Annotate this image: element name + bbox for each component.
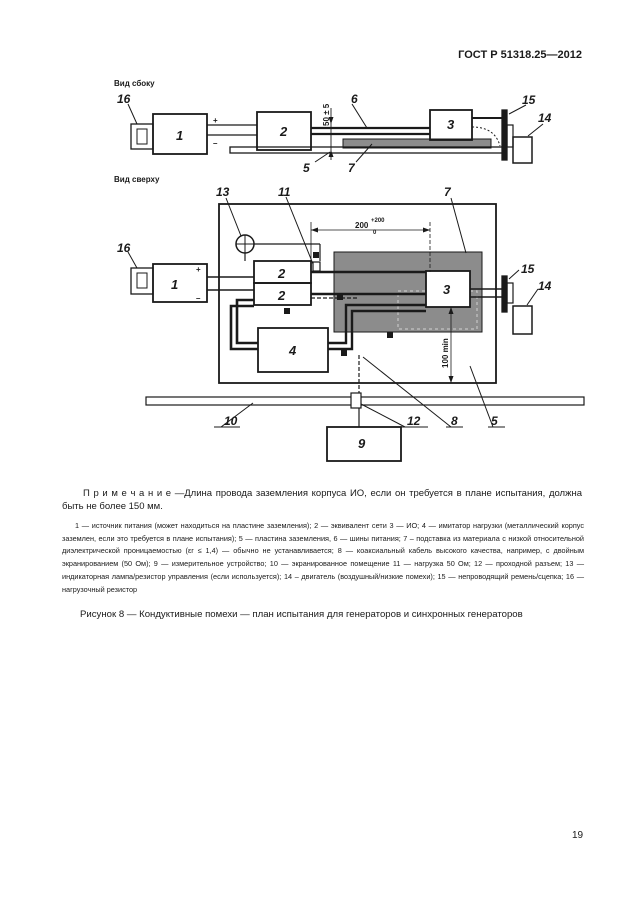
side-callout-1: 1 (176, 128, 184, 143)
side-load-resistor-16 (131, 124, 153, 149)
top-callout-4: 4 (289, 343, 297, 358)
top-shielded-wall-10 (146, 397, 584, 405)
top-dimension-sup: +200 (371, 218, 385, 224)
top-view-label: Вид сверху (114, 175, 160, 184)
note-paragraph (62, 487, 582, 513)
top-callout-16: 16 (117, 241, 131, 255)
top-dimension-main: 200 (355, 221, 369, 230)
top-callout-15: 15 (521, 262, 535, 276)
top-callout-7: 7 (444, 185, 451, 199)
top-callout-2a: 2 (278, 266, 286, 281)
top-load-resistor-16 (131, 268, 153, 294)
side-callout-6: 6 (351, 92, 358, 106)
note-label: П р и м е ч а н и е (83, 488, 172, 499)
side-callout-2: 2 (280, 124, 288, 139)
side-view-figure (128, 104, 543, 163)
side-callout-15: 15 (522, 93, 536, 107)
top-callout-11: 11 (278, 185, 291, 199)
top-motor-14 (513, 306, 532, 334)
side-coupling-15 (502, 110, 507, 160)
side-callout-7: 7 (348, 161, 355, 175)
top-callout-1: 1 (171, 277, 179, 292)
side-motor-14 (513, 137, 532, 163)
side-callout-14: 14 (538, 111, 552, 125)
top-coupling-15 (502, 276, 507, 312)
top-callout-3: 3 (443, 282, 451, 297)
top-callout-8: 8 (451, 414, 458, 428)
side-dimension-label: 50 ± 5 (322, 103, 331, 126)
side-minus-sign: – (213, 139, 218, 148)
figure-caption: Рисунок 8 — Кондуктивные помехи — план испытания для генераторов и синхронных генераторов (80, 609, 523, 620)
top-dimension-sub: 0 (373, 230, 377, 236)
top-feedthrough-12 (351, 393, 361, 408)
top-callout-2b: 2 (278, 288, 286, 303)
top-plus-sign: + (196, 265, 201, 274)
top-view-figure (128, 197, 584, 461)
top-callout-12: 12 (407, 414, 421, 428)
standard-header: ГОСТ Р 51318.25—2012 (458, 49, 582, 61)
top-callout-14: 14 (538, 279, 552, 293)
side-plus-sign: + (213, 116, 218, 125)
top-dimension-min: 100 min (441, 338, 450, 368)
legend-paragraph: 1 — источник питания (может находиться на пластине заземления); 2 — эквивалент сети 3 — ИО; 4 — имитатор нагрузки (металлический корпус заземлен, если это требуется в плане испытания); 5 — пластина заземления, 6 — шины питания; 7 – подставка из материала с низкой относительной диэлектрической проницаемостью (εr ≤ 1,4) — обычно не устанавливается; 8 — коаксиальный кабель высокого качества, например, с двойным экранированием (50 Ом); 9 — измерительное устройство; 10 — экранированное помещение 11 — нагрузка 50 Ом; 12 — проходной разъем; 13 — индикаторная лампа/резистор управления (если используется); 14 – двигатель (воздушный/низкие помехи); 15 — непроводящий ремень/сцепка; 16 — нагрузочный резистор (62, 521, 584, 594)
top-callout-5: 5 (491, 414, 498, 428)
side-callout-16: 16 (117, 92, 131, 106)
top-callout-10: 10 (224, 414, 238, 428)
top-callout-9: 9 (358, 436, 366, 451)
side-view-label: Вид сбоку (114, 79, 155, 88)
note-text: —Длина провода заземления корпуса ИО, если он требуется в плане испытания, должна быть не более 150 мм. (62, 488, 582, 512)
top-load-11 (313, 262, 320, 271)
top-minus-sign: – (196, 294, 201, 303)
side-callout-5: 5 (303, 161, 310, 175)
side-callout-3: 3 (447, 117, 455, 132)
page-number: 19 (572, 830, 584, 841)
top-callout-13: 13 (216, 185, 230, 199)
